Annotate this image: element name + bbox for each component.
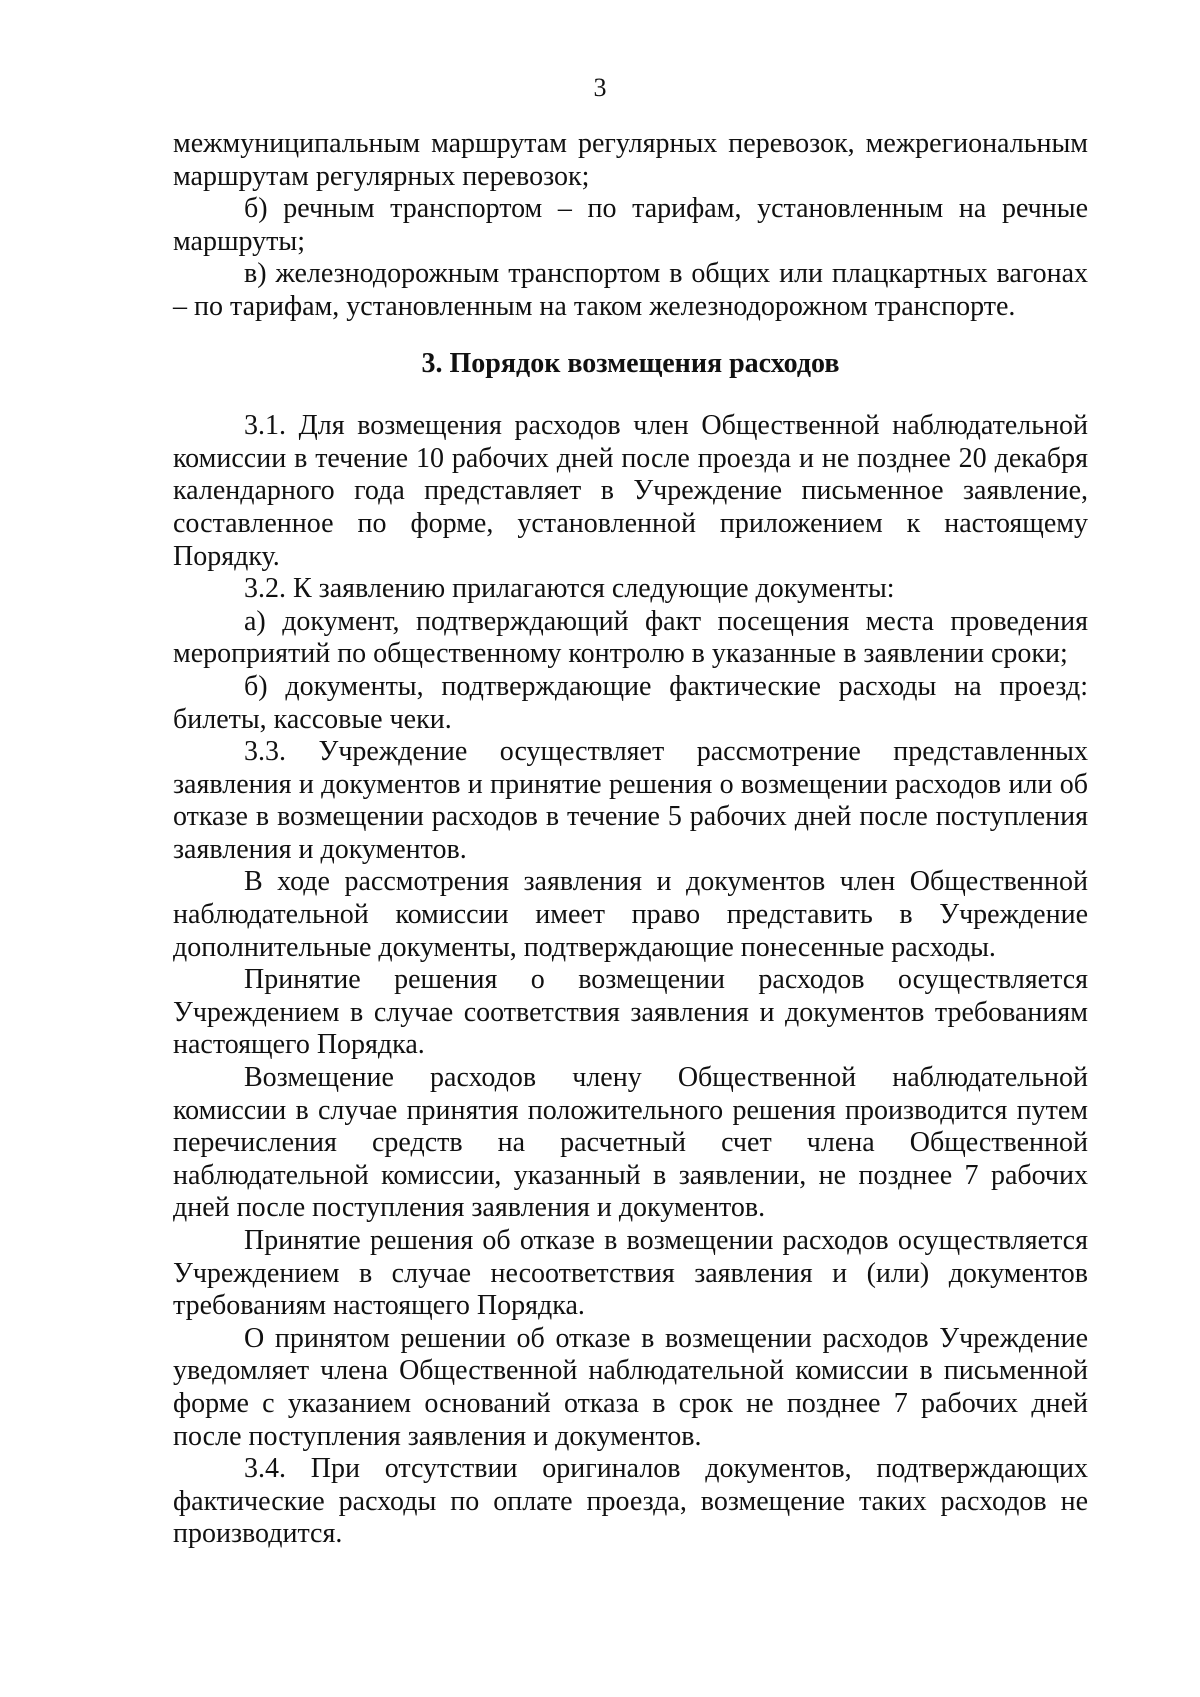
document-body (173, 128, 1088, 1551)
paragraph-refusal-decision: Принятие решения об отказе в возмещении расходов осуществляется Учреждением в случае несоответствия заявления и (или) документов требованиям настоящего Порядка. (173, 1225, 1088, 1322)
paragraph-3-1: 3.1. Для возмещения расходов член Общественной наблюдательной комиссии в течение 10 рабочих дней после проезда и не позднее 20 декабря календарного года представляет в Учреждение письменное заявление, составленное по форме, установленной приложением к настоящему Порядку. (173, 410, 1088, 572)
continuation-paragraph: межмуниципальным маршрутам регулярных перевозок, межрегиональным маршрутам регулярных перевозок; (173, 128, 1088, 192)
paragraph-3-4: 3.4. При отсутствии оригиналов документов, подтверждающих фактические расходы по оплате проезда, возмещение таких расходов не производится. (173, 1453, 1088, 1550)
paragraph-3-3: 3.3. Учреждение осуществляет рассмотрение представленных заявления и документов и принятие решения о возмещении расходов или об отказе в возмещении расходов в течение 5 рабочих дней после поступления заявления и документов. (173, 736, 1088, 865)
paragraph-additional-documents: В ходе рассмотрения заявления и документов член Общественной наблюдательной комиссии имеет право представить в Учреждение дополнительные документы, подтверждающие понесенные расходы. (173, 866, 1088, 963)
paragraph-refusal-notice: О принятом решении об отказе в возмещении расходов Учреждение уведомляет члена Общественной наблюдательной комиссии в письменной форме с указанием оснований отказа в срок не позднее 7 рабочих дней после поступления заявления и документов. (173, 1322, 1088, 1452)
paragraph-reimbursement: Возмещение расходов члену Общественной наблюдательной комиссии в случае принятия положительного решения производится путем перечисления средств на расчетный счет члена Общественной наблюдательной комиссии, указанный в заявлении, не позднее 7 рабочих дней после поступления заявления и документов. (173, 1062, 1088, 1224)
list-item-a: а) документ, подтверждающий факт посещения места проведения мероприятий по общественному контролю в указанные в заявлении сроки; (173, 605, 1088, 670)
list-item-b: б) документы, подтверждающие фактические расходы на проезд: билеты, кассовые чеки. (173, 670, 1088, 735)
section-heading: 3. Порядок возмещения расходов (421, 347, 840, 379)
continuation-paragraph: б) речным транспортом – по тарифам, установленным на речные маршруты; (173, 193, 1088, 257)
paragraph-positive-decision: Принятие решения о возмещении расходов осуществляется Учреждением в случае соответствия заявления и документов требованиям настоящего Порядка. (173, 964, 1088, 1061)
paragraph-3-2: 3.2. К заявлению прилагаются следующие документы: (244, 573, 895, 605)
page-number: 3 (593, 73, 607, 102)
continuation-paragraph: в) железнодорожным транспортом в общих или плацкартных вагонах – по тарифам, установленным на таком железнодорожном транспорте. (173, 258, 1088, 322)
